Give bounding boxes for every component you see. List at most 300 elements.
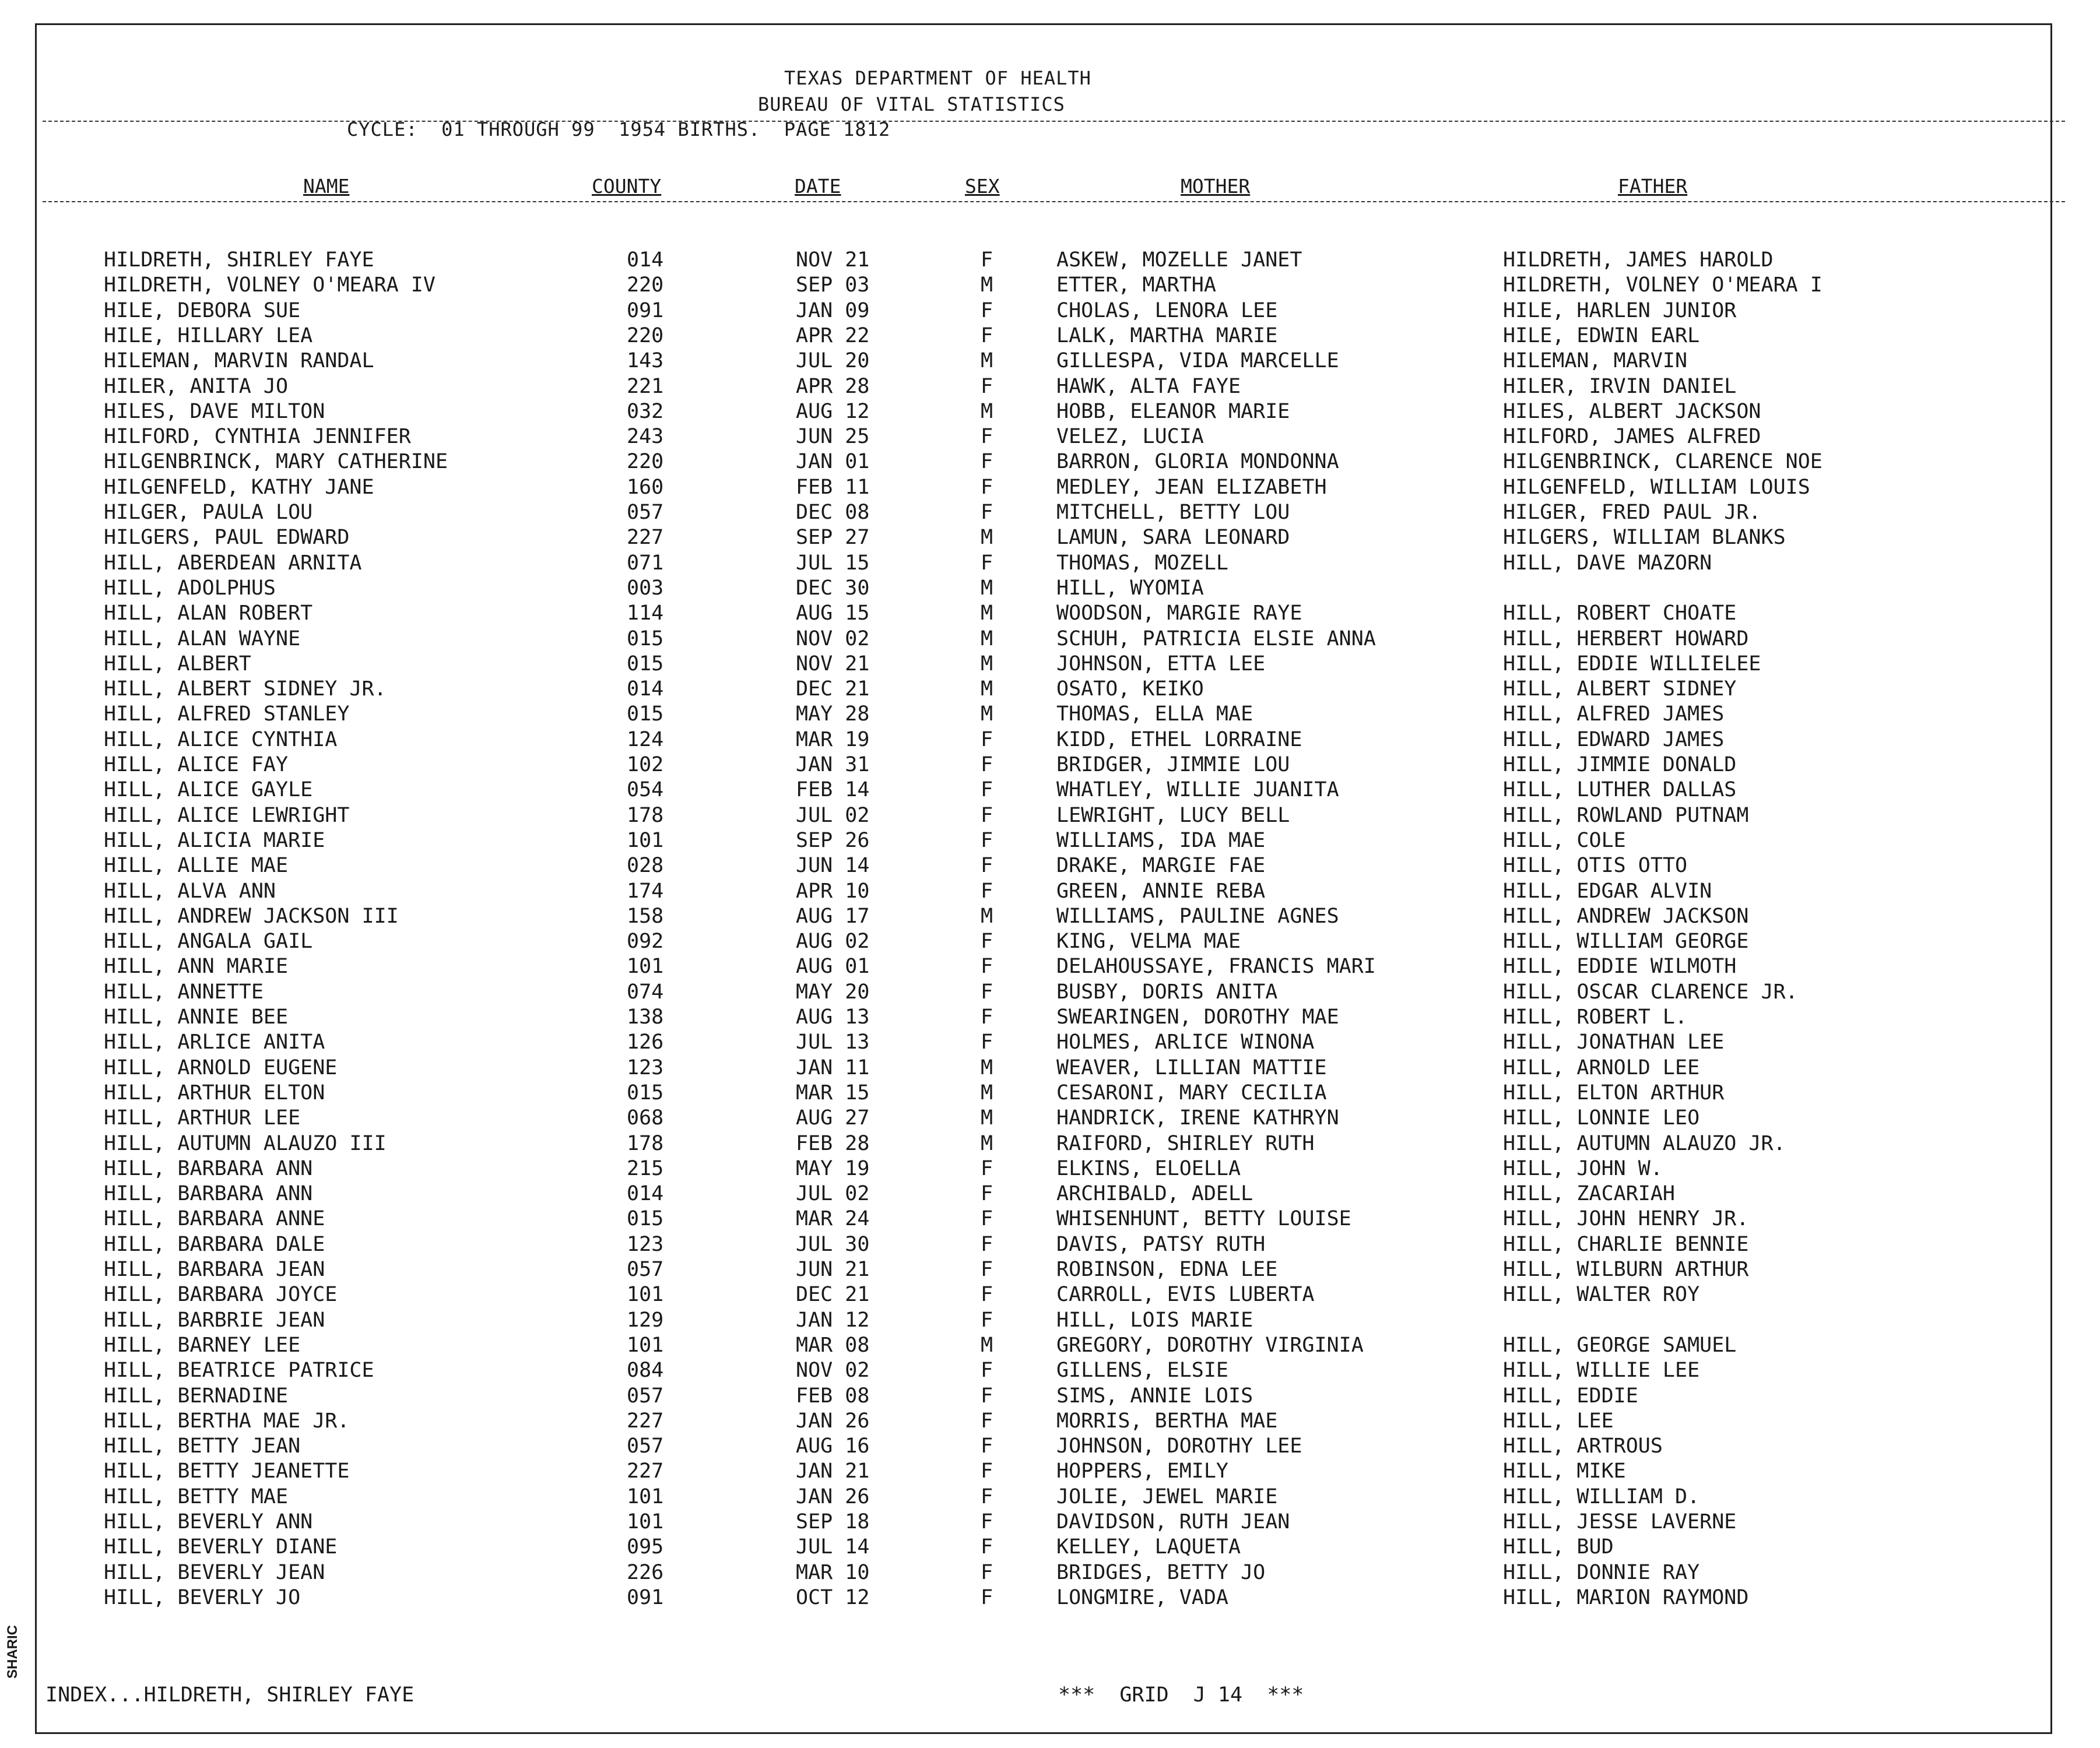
- record-row: [0, 652, 2099, 677]
- record-sex: F: [981, 980, 993, 1004]
- record-row: [0, 1510, 2099, 1535]
- record-mother: JOHNSON, DOROTHY LEE: [1056, 1434, 1302, 1458]
- record-name: HILL, BARNEY LEE: [104, 1333, 301, 1357]
- record-name: HILGENBRINCK, MARY CATHERINE: [104, 450, 448, 474]
- record-father: HILL, EDDIE WILMOTH: [1503, 955, 1737, 979]
- record-row: [0, 323, 2099, 349]
- record-mother: KIDD, ETHEL LORRAINE: [1056, 727, 1302, 751]
- record-sex: M: [981, 1081, 993, 1105]
- record-row: [0, 1207, 2099, 1232]
- record-name: HILL, ALAN WAYNE: [104, 627, 301, 650]
- record-father: HILL, WILBURN ARTHUR: [1503, 1258, 1749, 1281]
- record-date: JUL 15: [796, 551, 870, 575]
- record-father: HILL, DONNIE RAY: [1503, 1560, 1700, 1584]
- record-father: HILL, WILLIE LEE: [1503, 1359, 1700, 1383]
- record-father: HILL, ANDREW JACKSON: [1503, 904, 1749, 928]
- record-row: [0, 828, 2099, 853]
- record-father: HILL, WILLIAM D.: [1503, 1485, 1700, 1508]
- record-mother: CHOLAS, LENORA LEE: [1056, 298, 1278, 322]
- record-county: 014: [627, 1182, 664, 1206]
- record-date: AUG 16: [796, 1434, 870, 1458]
- record-date: FEB 08: [796, 1384, 870, 1408]
- record-county: 220: [627, 323, 664, 347]
- record-county: 102: [627, 753, 664, 776]
- record-date: OCT 12: [796, 1585, 870, 1609]
- record-county: 174: [627, 879, 664, 903]
- record-mother: WILLIAMS, PAULINE AGNES: [1056, 904, 1339, 928]
- record-mother: DELAHOUSSAYE, FRANCIS MARI: [1056, 955, 1376, 979]
- record-sex: F: [981, 879, 993, 903]
- record-name: HILDRETH, VOLNEY O'MEARA IV: [104, 273, 436, 297]
- record-county: 057: [627, 1434, 664, 1458]
- record-date: SEP 03: [796, 273, 870, 297]
- record-sex: F: [981, 1308, 993, 1332]
- record-county: 003: [627, 576, 664, 600]
- record-county: 015: [627, 652, 664, 676]
- record-date: JAN 01: [796, 450, 870, 474]
- record-father: HILL, COLE: [1503, 828, 1626, 852]
- record-father: HILE, EDWIN EARL: [1503, 323, 1700, 347]
- record-row: [0, 1409, 2099, 1434]
- record-sex: F: [981, 1585, 993, 1609]
- record-father: HILL, MARION RAYMOND: [1503, 1585, 1749, 1609]
- record-date: AUG 01: [796, 955, 870, 979]
- record-mother: MEDLEY, JEAN ELIZABETH: [1056, 475, 1327, 499]
- record-mother: CARROLL, EVIS LUBERTA: [1056, 1283, 1315, 1307]
- record-father: HILL, AUTUMN ALAUZO JR.: [1503, 1131, 1786, 1155]
- record-father: HILL, GEORGE SAMUEL: [1503, 1333, 1737, 1357]
- record-county: 014: [627, 677, 664, 701]
- record-county: 101: [627, 955, 664, 979]
- record-father: HILER, IRVIN DANIEL: [1503, 374, 1737, 398]
- record-name: HILDRETH, SHIRLEY FAYE: [104, 248, 374, 272]
- record-row: [0, 374, 2099, 399]
- record-date: AUG 13: [796, 1005, 870, 1029]
- record-date: JAN 21: [796, 1459, 870, 1483]
- record-county: 215: [627, 1156, 664, 1180]
- record-row: [0, 904, 2099, 929]
- record-name: HILL, BETTY JEANETTE: [104, 1459, 350, 1483]
- record-name: HILL, BARBRIE JEAN: [104, 1308, 325, 1332]
- record-sex: F: [981, 1359, 993, 1383]
- record-mother: SIMS, ANNIE LOIS: [1056, 1384, 1253, 1408]
- record-county: 068: [627, 1106, 664, 1130]
- record-mother: BUSBY, DORIS ANITA: [1056, 980, 1278, 1004]
- record-name: HILL, ARNOLD EUGENE: [104, 1056, 338, 1079]
- record-father: HILL, OTIS OTTO: [1503, 854, 1688, 878]
- record-name: HILL, BARBARA JOYCE: [104, 1283, 338, 1307]
- record-county: 178: [627, 1131, 664, 1155]
- record-row: [0, 1156, 2099, 1181]
- record-mother: ELKINS, ELOELLA: [1056, 1156, 1241, 1180]
- record-county: 071: [627, 551, 664, 575]
- record-date: FEB 28: [796, 1131, 870, 1155]
- record-name: HILL, BARBARA ANNE: [104, 1207, 325, 1231]
- record-sex: M: [981, 399, 993, 423]
- record-name: HILL, ARLICE ANITA: [104, 1030, 325, 1054]
- record-county: 129: [627, 1308, 664, 1332]
- record-date: JAN 11: [796, 1056, 870, 1079]
- record-row: [0, 1257, 2099, 1282]
- record-date: MAY 28: [796, 702, 870, 726]
- record-name: HILL, BEVERLY JO: [104, 1585, 301, 1609]
- record-row: [0, 1308, 2099, 1333]
- record-mother: MORRIS, BERTHA MAE: [1056, 1409, 1278, 1433]
- record-county: 123: [627, 1056, 664, 1079]
- record-name: HILL, ALAN ROBERT: [104, 602, 313, 625]
- column-header-county: COUNTY: [592, 175, 662, 198]
- record-county: 057: [627, 501, 664, 524]
- record-mother: WILLIAMS, IDA MAE: [1056, 828, 1266, 852]
- record-date: JUL 30: [796, 1232, 870, 1256]
- column-header-date: DATE: [795, 175, 841, 198]
- record-mother: HOBB, ELEANOR MARIE: [1056, 399, 1290, 423]
- header-rule-top: [43, 121, 2065, 122]
- record-row: [0, 1485, 2099, 1510]
- record-mother: DAVIDSON, RUTH JEAN: [1056, 1510, 1290, 1534]
- record-row: [0, 500, 2099, 525]
- record-row: [0, 1459, 2099, 1484]
- record-county: 101: [627, 1510, 664, 1534]
- record-county: 221: [627, 374, 664, 398]
- record-row: [0, 980, 2099, 1005]
- record-mother: GILLESPA, VIDA MARCELLE: [1056, 349, 1339, 373]
- record-mother: HAWK, ALTA FAYE: [1056, 374, 1241, 398]
- record-mother: HOLMES, ARLICE WINONA: [1056, 1030, 1315, 1054]
- record-date: DEC 21: [796, 1283, 870, 1307]
- record-date: AUG 27: [796, 1106, 870, 1130]
- record-father: HILL, EDDIE: [1503, 1384, 1638, 1408]
- record-sex: F: [981, 1485, 993, 1508]
- record-name: HILL, ALICE FAY: [104, 753, 289, 776]
- record-name: HILL, ANNETTE: [104, 980, 264, 1004]
- record-father: HILL, MIKE: [1503, 1459, 1626, 1483]
- record-mother: JOLIE, JEWEL MARIE: [1056, 1485, 1278, 1508]
- record-row: [0, 929, 2099, 954]
- record-row: [0, 1106, 2099, 1131]
- record-sex: F: [981, 803, 993, 827]
- record-name: HILEMAN, MARVIN RANDAL: [104, 349, 374, 373]
- record-mother: CESARONI, MARY CECILIA: [1056, 1081, 1327, 1105]
- record-father: HILL, HERBERT HOWARD: [1503, 627, 1749, 650]
- column-header-name: NAME: [303, 175, 350, 198]
- record-row: [0, 551, 2099, 576]
- footer-index: INDEX...HILDRETH, SHIRLEY FAYE: [45, 1683, 415, 1707]
- record-county: 158: [627, 904, 664, 928]
- record-father: HILL, JESSE LAVERNE: [1503, 1510, 1737, 1534]
- record-mother: WOODSON, MARGIE RAYE: [1056, 602, 1302, 625]
- record-father: HILL, EDGAR ALVIN: [1503, 879, 1712, 903]
- record-county: 101: [627, 1283, 664, 1307]
- record-date: FEB 14: [796, 778, 870, 802]
- record-date: MAR 19: [796, 727, 870, 751]
- record-county: 178: [627, 803, 664, 827]
- record-row: [0, 475, 2099, 500]
- record-date: APR 22: [796, 323, 870, 347]
- record-county: 138: [627, 1005, 664, 1029]
- record-row: [0, 1030, 2099, 1055]
- record-date: JUL 14: [796, 1535, 870, 1559]
- record-sex: F: [981, 930, 993, 954]
- record-mother: GREGORY, DOROTHY VIRGINIA: [1056, 1333, 1364, 1357]
- record-father: HILGENBRINCK, CLARENCE NOE: [1503, 450, 1822, 474]
- record-mother: ARCHIBALD, ADELL: [1056, 1182, 1253, 1206]
- record-mother: THOMAS, ELLA MAE: [1056, 702, 1253, 726]
- record-row: [0, 1005, 2099, 1030]
- record-sex: F: [981, 727, 993, 751]
- record-row: [0, 1434, 2099, 1459]
- record-mother: JOHNSON, ETTA LEE: [1056, 652, 1266, 676]
- record-sex: F: [981, 1005, 993, 1029]
- record-date: MAR 10: [796, 1560, 870, 1584]
- record-sex: F: [981, 323, 993, 347]
- column-header-father: FATHER: [1618, 175, 1688, 198]
- record-date: AUG 02: [796, 930, 870, 954]
- record-father: HILL, ZACARIAH: [1503, 1182, 1676, 1206]
- record-row: [0, 879, 2099, 904]
- record-date: AUG 12: [796, 399, 870, 423]
- record-mother: VELEZ, LUCIA: [1056, 425, 1204, 449]
- record-row: [0, 1181, 2099, 1207]
- record-name: HILL, BERNADINE: [104, 1384, 289, 1408]
- record-name: HILL, ALICE GAYLE: [104, 778, 313, 802]
- record-mother: WHISENHUNT, BETTY LOUISE: [1056, 1207, 1351, 1231]
- record-row: [0, 424, 2099, 449]
- record-county: 101: [627, 1333, 664, 1357]
- record-date: JUL 13: [796, 1030, 870, 1054]
- record-mother: RAIFORD, SHIRLEY RUTH: [1056, 1131, 1315, 1155]
- record-name: HILE, HILLARY LEA: [104, 323, 313, 347]
- record-name: HILL, ANGALA GAIL: [104, 930, 313, 954]
- record-father: HILGER, FRED PAUL JR.: [1503, 501, 1761, 524]
- record-mother: KELLEY, LAQUETA: [1056, 1535, 1241, 1559]
- record-county: 220: [627, 273, 664, 297]
- record-name: HILL, ALFRED STANLEY: [104, 702, 350, 726]
- record-name: HILL, ADOLPHUS: [104, 576, 276, 600]
- record-mother: LAMUN, SARA LEONARD: [1056, 526, 1290, 550]
- record-county: 160: [627, 475, 664, 499]
- record-sex: F: [981, 1258, 993, 1281]
- record-county: 015: [627, 1081, 664, 1105]
- record-sex: F: [981, 1434, 993, 1458]
- record-row: [0, 702, 2099, 727]
- record-date: SEP 18: [796, 1510, 870, 1534]
- record-row: [0, 803, 2099, 828]
- record-sex: M: [981, 702, 993, 726]
- record-father: HILL, EDDIE WILLIELEE: [1503, 652, 1761, 676]
- record-father: HILGENFELD, WILLIAM LOUIS: [1503, 475, 1810, 499]
- side-label: SHARIC: [5, 1624, 20, 1679]
- record-mother: BRIDGER, JIMMIE LOU: [1056, 753, 1290, 776]
- record-father: HILL, ALFRED JAMES: [1503, 702, 1725, 726]
- record-sex: M: [981, 627, 993, 650]
- record-row: [0, 273, 2099, 298]
- record-father: HILL, JIMMIE DONALD: [1503, 753, 1737, 776]
- record-name: HILL, BEATRICE PATRICE: [104, 1359, 374, 1383]
- record-row: [0, 298, 2099, 323]
- record-mother: WEAVER, LILLIAN MATTIE: [1056, 1056, 1327, 1079]
- record-date: APR 28: [796, 374, 870, 398]
- record-name: HILL, ALBERT: [104, 652, 251, 676]
- record-county: 220: [627, 450, 664, 474]
- record-mother: ROBINSON, EDNA LEE: [1056, 1258, 1278, 1281]
- record-county: 227: [627, 1409, 664, 1433]
- record-father: HILL, JOHN W.: [1503, 1156, 1663, 1180]
- record-row: [0, 601, 2099, 626]
- record-date: JUN 25: [796, 425, 870, 449]
- record-county: 227: [627, 526, 664, 550]
- record-date: JUL 02: [796, 1182, 870, 1206]
- record-name: HILL, BEVERLY ANN: [104, 1510, 313, 1534]
- record-father: HILL, BUD: [1503, 1535, 1614, 1559]
- record-sex: F: [981, 248, 993, 272]
- record-sex: M: [981, 349, 993, 373]
- record-row: [0, 1333, 2099, 1358]
- record-name: HILL, ALICIA MARIE: [104, 828, 325, 852]
- record-county: 243: [627, 425, 664, 449]
- record-father: HILL, ROBERT CHOATE: [1503, 602, 1737, 625]
- record-date: MAR 24: [796, 1207, 870, 1231]
- record-date: DEC 21: [796, 677, 870, 701]
- record-sex: F: [981, 1283, 993, 1307]
- record-sex: F: [981, 778, 993, 802]
- record-mother: DAVIS, PATSY RUTH: [1056, 1232, 1266, 1256]
- record-sex: M: [981, 273, 993, 297]
- record-row: [0, 627, 2099, 652]
- record-county: 091: [627, 1585, 664, 1609]
- record-sex: F: [981, 1510, 993, 1534]
- record-row: [0, 1358, 2099, 1383]
- record-mother: OSATO, KEIKO: [1056, 677, 1204, 701]
- record-row: [0, 525, 2099, 550]
- record-sex: M: [981, 1131, 993, 1155]
- record-sex: F: [981, 1384, 993, 1408]
- record-father: HILL, LUTHER DALLAS: [1503, 778, 1737, 802]
- record-father: HILES, ALBERT JACKSON: [1503, 399, 1761, 423]
- record-name: HILL, ANN MARIE: [104, 955, 289, 979]
- record-father: HILL, ROWLAND PUTNAM: [1503, 803, 1749, 827]
- record-father: HILL, ELTON ARTHUR: [1503, 1081, 1725, 1105]
- record-name: HILL, BEVERLY DIANE: [104, 1535, 338, 1559]
- record-sex: F: [981, 1207, 993, 1231]
- record-father: HILL, ARTROUS: [1503, 1434, 1663, 1458]
- record-sex: F: [981, 1409, 993, 1433]
- record-date: AUG 15: [796, 602, 870, 625]
- record-name: HILGER, PAULA LOU: [104, 501, 313, 524]
- record-row: [0, 1056, 2099, 1081]
- record-date: DEC 08: [796, 501, 870, 524]
- record-mother: BARRON, GLORIA MONDONNA: [1056, 450, 1339, 474]
- record-sex: F: [981, 955, 993, 979]
- record-date: NOV 02: [796, 627, 870, 650]
- record-mother: HOPPERS, EMILY: [1056, 1459, 1229, 1483]
- record-row: [0, 778, 2099, 803]
- record-sex: M: [981, 652, 993, 676]
- record-date: JAN 31: [796, 753, 870, 776]
- record-mother: THOMAS, MOZELL: [1056, 551, 1229, 575]
- record-county: 015: [627, 627, 664, 650]
- record-sex: M: [981, 526, 993, 550]
- record-sex: F: [981, 501, 993, 524]
- record-sex: M: [981, 904, 993, 928]
- record-county: 074: [627, 980, 664, 1004]
- record-name: HILL, BARBARA ANN: [104, 1182, 313, 1206]
- record-sex: F: [981, 1560, 993, 1584]
- record-row: [0, 449, 2099, 474]
- record-county: 054: [627, 778, 664, 802]
- record-name: HILES, DAVE MILTON: [104, 399, 325, 423]
- record-father: HILFORD, JAMES ALFRED: [1503, 425, 1761, 449]
- record-name: HILL, BARBARA DALE: [104, 1232, 325, 1256]
- record-mother: WHATLEY, WILLIE JUANITA: [1056, 778, 1339, 802]
- record-row: [0, 1535, 2099, 1560]
- record-name: HILL, BEVERLY JEAN: [104, 1560, 325, 1584]
- record-row: [0, 752, 2099, 778]
- record-row: [0, 399, 2099, 424]
- record-county: 091: [627, 298, 664, 322]
- record-county: 101: [627, 1485, 664, 1508]
- record-name: HILL, AUTUMN ALAUZO III: [104, 1131, 387, 1155]
- record-county: 015: [627, 1207, 664, 1231]
- record-county: 057: [627, 1384, 664, 1408]
- record-date: NOV 02: [796, 1359, 870, 1383]
- record-name: HILL, ARTHUR LEE: [104, 1106, 301, 1130]
- record-row: [0, 1282, 2099, 1307]
- record-date: JAN 26: [796, 1409, 870, 1433]
- record-father: HILDRETH, JAMES HAROLD: [1503, 248, 1774, 272]
- record-county: 143: [627, 349, 664, 373]
- record-date: SEP 26: [796, 828, 870, 852]
- record-father: HILL, JOHN HENRY JR.: [1503, 1207, 1749, 1231]
- record-father: HILL, WALTER ROY: [1503, 1283, 1700, 1307]
- record-sex: F: [981, 450, 993, 474]
- record-date: DEC 30: [796, 576, 870, 600]
- record-date: MAR 15: [796, 1081, 870, 1105]
- record-county: 095: [627, 1535, 664, 1559]
- record-row: [0, 1560, 2099, 1585]
- record-father: HILL, EDWARD JAMES: [1503, 727, 1725, 751]
- record-name: HILL, ALBERT SIDNEY JR.: [104, 677, 387, 701]
- record-date: SEP 27: [796, 526, 870, 550]
- record-county: 114: [627, 602, 664, 625]
- record-date: JAN 12: [796, 1308, 870, 1332]
- record-mother: LEWRIGHT, LUCY BELL: [1056, 803, 1290, 827]
- record-sex: F: [981, 1535, 993, 1559]
- record-sex: F: [981, 374, 993, 398]
- record-mother: HANDRICK, IRENE KATHRYN: [1056, 1106, 1339, 1130]
- record-row: [0, 677, 2099, 702]
- record-sex: F: [981, 854, 993, 878]
- record-father: HILL, CHARLIE BENNIE: [1503, 1232, 1749, 1256]
- record-name: HILL, ABERDEAN ARNITA: [104, 551, 362, 575]
- record-mother: GILLENS, ELSIE: [1056, 1359, 1229, 1383]
- record-row: [0, 248, 2099, 273]
- record-county: 084: [627, 1359, 664, 1383]
- record-row: [0, 1384, 2099, 1409]
- record-name: HILFORD, CYNTHIA JENNIFER: [104, 425, 411, 449]
- record-father: HILL, LEE: [1503, 1409, 1614, 1433]
- record-father: HILGERS, WILLIAM BLANKS: [1503, 526, 1786, 550]
- record-county: 126: [627, 1030, 664, 1054]
- record-row: [0, 1232, 2099, 1257]
- record-sex: M: [981, 1056, 993, 1079]
- record-name: HILL, ALLIE MAE: [104, 854, 289, 878]
- record-date: JAN 09: [796, 298, 870, 322]
- record-sex: F: [981, 1156, 993, 1180]
- record-name: HILER, ANITA JO: [104, 374, 289, 398]
- record-name: HILL, ANDREW JACKSON III: [104, 904, 399, 928]
- record-row: [0, 1081, 2099, 1106]
